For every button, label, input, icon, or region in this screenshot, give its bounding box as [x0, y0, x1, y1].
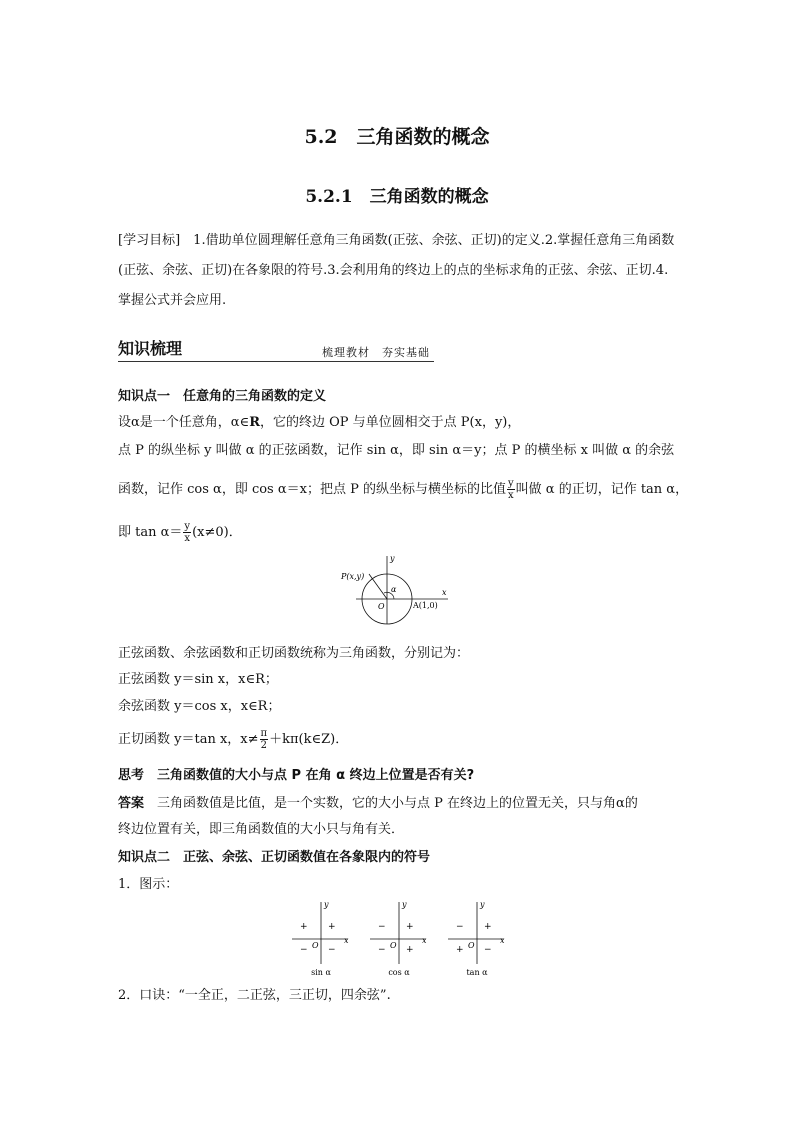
- origin-label: O: [378, 602, 385, 611]
- knowledge-point-2-title: 知识点二 正弦、余弦、正切函数值在各象限内的符号: [118, 850, 431, 865]
- alpha-label: α: [391, 585, 397, 594]
- definition-text: 叫做 α 的正切，记作 tan α，: [515, 482, 689, 497]
- answer-line-1: [118, 792, 638, 811]
- point-p-label: P(x,y): [341, 572, 365, 581]
- answer-line-2: 终边位置有关，即三角函数值的大小只与角有关．: [118, 822, 405, 837]
- sine-function-line: 正弦函数 y＝sin x，x∈R；: [118, 672, 278, 687]
- sign-diagram-caption: sin α: [311, 968, 331, 977]
- diagram-item-label: 1．图示：: [118, 877, 179, 892]
- quadrant-4-sign: −: [484, 945, 492, 955]
- fraction-numerator: y: [184, 521, 191, 532]
- think-question: [118, 764, 474, 783]
- sign-origin-label: O: [390, 941, 397, 950]
- fraction-y-over-x: [183, 521, 191, 544]
- definition-text: 函数，记作 cos α，即 cos α＝x；把点 P 的纵坐标与横坐标的比值: [118, 482, 506, 497]
- cosine-function-line: 余弦函数 y＝cos x，x∈R；: [118, 699, 281, 714]
- real-set-symbol: R: [249, 415, 260, 430]
- unit-circle-diagram: [336, 552, 456, 627]
- sign-y-label: y: [402, 900, 407, 909]
- quadrant-3-sign: +: [456, 945, 464, 955]
- quadrant-3-sign: −: [300, 945, 308, 955]
- sign-origin-label: O: [468, 941, 475, 950]
- fraction-y-over-x: [507, 478, 515, 501]
- definition-text: 即 tan α＝: [118, 525, 183, 540]
- quadrant-2-sign: +: [300, 922, 308, 932]
- quadrant-4-sign: +: [406, 945, 414, 955]
- x-axis-label: x: [442, 588, 447, 597]
- definition-line-4: [118, 521, 242, 544]
- quadrant-1-sign: +: [484, 922, 492, 932]
- definition-text: 设α是一个任意角，α∈: [118, 415, 250, 430]
- knowledge-summary-subtitle: 梳理教材 夯实基础: [322, 346, 430, 359]
- fraction-pi-over-2: [260, 728, 269, 751]
- definition-line-3: [118, 478, 688, 501]
- answer-label: 答案: [118, 796, 145, 811]
- quadrant-1-sign: +: [406, 922, 414, 932]
- mnemonic-line: 2．口诀：“一全正，二正弦，三正切，四余弦”.: [118, 988, 391, 1003]
- quadrant-3-sign: −: [378, 945, 386, 955]
- objectives-text: 1.借助单位圆理解任意角三角函数(正弦、余弦、正切)的定义.2.掌握任意角三角函数(正弦、余弦、正切)在各象限的符号.3.会利用角的终边上的点的坐标求角的正弦、余弦、正切.4.掌握公式并会应用.: [118, 233, 675, 308]
- section-divider: [118, 361, 434, 362]
- think-label: 思考: [118, 768, 145, 783]
- knowledge-point-1-title: 知识点一 任意角的三角函数的定义: [118, 389, 327, 404]
- point-a-label: A(1,0): [413, 601, 438, 610]
- answer-text: 三角函数值是比值，是一个实数，它的大小与点 P 在终边上的位置无关，只与角α的: [157, 796, 638, 811]
- fraction-denominator: x: [508, 490, 514, 501]
- tangent-text: 正切函数 y＝tan x，x≠: [118, 732, 259, 747]
- fraction-numerator: π: [260, 728, 268, 739]
- y-axis-label: y: [390, 554, 395, 563]
- fraction-denominator: x: [184, 533, 191, 544]
- definition-text: (x≠0)．: [192, 525, 242, 540]
- sign-diagrams: [286, 898, 516, 978]
- quadrant-4-sign: −: [328, 945, 336, 955]
- quadrant-2-sign: −: [378, 922, 386, 932]
- sign-diagram-caption: tan α: [466, 968, 488, 977]
- quadrant-1-sign: +: [328, 922, 336, 932]
- knowledge-summary-title: 知识梳理: [118, 339, 183, 358]
- sign-diagrams-svg: [286, 898, 516, 978]
- definition-text: ，它的终边 OP 与单位圆相交于点 P(x，y)，: [260, 415, 521, 430]
- functions-intro: 正弦函数、余弦函数和正切函数统称为三角函数，分别记为：: [118, 646, 470, 661]
- sign-x-label: x: [500, 936, 505, 945]
- tangent-text: ＋kπ(k∈Z)．: [269, 732, 349, 747]
- learning-objectives: [118, 226, 680, 316]
- terminal-side-line: [369, 574, 387, 599]
- objectives-label: [学习目标]: [118, 233, 181, 248]
- definition-line-1: [118, 411, 520, 430]
- think-question-text: 三角函数值的大小与点 P 在角 α 终边上位置是否有关?: [157, 768, 475, 783]
- tangent-function-line: [118, 728, 348, 751]
- fraction-numerator: y: [508, 478, 514, 489]
- definition-line-2: 点 P 的纵坐标 y 叫做 α 的正弦函数，记作 sin α，即 sin α＝y；点 P 的横坐标 x 叫做 α 的余弦: [118, 443, 675, 458]
- page-title: 5.2 三角函数的概念: [304, 126, 490, 148]
- sign-y-label: y: [480, 900, 485, 909]
- section-heading: 5.2.1 三角函数的概念: [305, 187, 489, 207]
- sign-origin-label: O: [312, 941, 319, 950]
- sign-y-label: y: [324, 900, 329, 909]
- quadrant-2-sign: −: [456, 922, 464, 932]
- fraction-denominator: 2: [260, 740, 267, 751]
- sign-diagram-caption: cos α: [388, 968, 410, 977]
- sign-x-label: x: [344, 936, 349, 945]
- sign-x-label: x: [422, 936, 427, 945]
